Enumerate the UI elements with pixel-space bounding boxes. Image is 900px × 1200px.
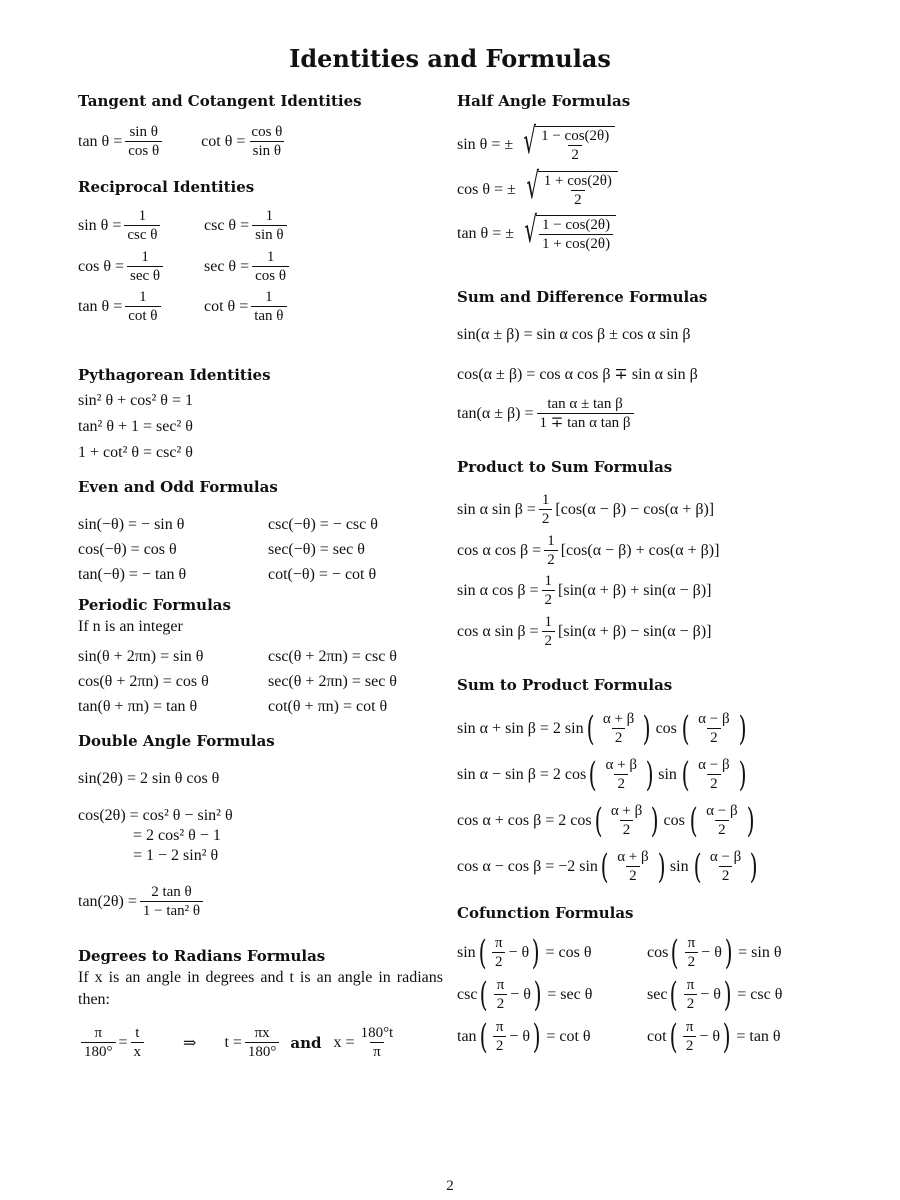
denominator: cos θ	[252, 266, 289, 285]
left-paren-icon: (	[669, 1017, 678, 1057]
formula-rhs: = csc θ	[737, 986, 783, 1003]
formula-rhs: [sin(α + β) + sin(α − β)]	[558, 582, 712, 600]
left-paren-icon: (	[480, 975, 489, 1015]
right-paren-icon: )	[724, 933, 733, 973]
left-paren-icon: (	[693, 847, 702, 887]
fraction	[538, 128, 612, 165]
formula: sin(α ± β) = sin α cos β ± cos α sin β	[457, 326, 691, 343]
numerator: 1	[138, 208, 147, 224]
radicand	[538, 171, 618, 210]
formula	[457, 533, 857, 570]
formula	[457, 932, 647, 974]
numerator: 1	[266, 248, 275, 265]
denominator: 2	[620, 820, 634, 839]
and-word: and	[290, 1034, 322, 1053]
numerator: α + β	[610, 802, 643, 819]
left-paren-icon: (	[594, 801, 603, 841]
formula	[78, 289, 204, 326]
formula-rhs: = tan θ	[736, 1028, 781, 1045]
section-heading: Cofunction Formulas	[457, 904, 634, 922]
cofunction-section	[457, 902, 857, 1058]
formula-function: sin	[669, 858, 689, 875]
section-heading: Reciprocal Identities	[78, 178, 255, 196]
formula-function: cos	[647, 944, 669, 961]
right-paren-icon: )	[645, 755, 654, 795]
formula: tan(θ + πn) = tan θ	[78, 698, 198, 715]
numerator: α − β	[709, 848, 742, 865]
deg-rad-intro: If x is an angle in degrees and t is an angle in radians then:	[78, 969, 443, 1008]
fraction	[703, 803, 740, 840]
sum-difference-section	[457, 286, 857, 456]
formula: cot(−θ) = − cot θ	[268, 566, 377, 583]
formula-term: − θ	[700, 986, 721, 1003]
degrees-radians-section	[78, 945, 448, 1062]
numerator: π	[685, 1018, 694, 1035]
formula-rhs: = sec θ	[547, 986, 593, 1003]
formula	[78, 249, 204, 286]
formula: sin(−θ) = − sin θ	[78, 516, 185, 533]
formula: tan² θ + 1 = sec² θ	[78, 418, 193, 435]
formula-rhs: [cos(α − β) − cos(α + β)]	[555, 501, 715, 519]
formula: csc(−θ) = − csc θ	[268, 516, 378, 533]
formula-lhs: tan(α ± β) =	[457, 405, 534, 423]
left-paren-icon: (	[689, 801, 698, 841]
numerator: 1	[547, 532, 555, 549]
formula	[457, 614, 857, 651]
denominator: 2	[612, 728, 626, 747]
fraction	[600, 711, 637, 748]
formula-lhs: tan θ = ±	[457, 225, 515, 243]
square-root	[514, 210, 616, 254]
sum-product-section	[457, 674, 857, 902]
numerator: 1	[541, 492, 550, 508]
formula: csc(θ + 2πn) = csc θ	[268, 648, 397, 665]
numerator: 1 − cos(2θ)	[541, 217, 611, 233]
formula-rhs: = cot θ	[546, 1028, 591, 1045]
formula-lhs: cos α − cos β = −2 sin	[457, 858, 598, 875]
fraction	[492, 935, 506, 972]
denominator: 2	[715, 820, 729, 839]
formula	[457, 752, 857, 798]
cos-double-formula	[78, 806, 448, 866]
formula-function: sec	[647, 986, 668, 1003]
formula	[457, 974, 647, 1016]
section-heading: Double Angle Formulas	[78, 732, 275, 750]
formula	[457, 121, 857, 165]
denominator: 2	[544, 550, 558, 569]
formula: cos(α ± β) = cos α cos β ∓ sin α sin β	[457, 366, 698, 383]
right-paren-icon: )	[746, 801, 755, 841]
formula	[457, 798, 857, 844]
fraction	[539, 492, 553, 529]
fraction	[542, 614, 556, 651]
periodic-intro: If n is an integer	[78, 618, 183, 635]
fraction: $\frac{\text{tan α ± tan β}}{\text{1 ∓ tan α tan β}}$	[537, 396, 634, 433]
section-heading: Pythagorean Identities	[78, 366, 271, 384]
formula-rhs: [sin(α + β) − sin(α − β)]	[558, 622, 712, 640]
numerator: α − β	[698, 710, 730, 727]
left-paren-icon: (	[681, 709, 690, 749]
formula-line: = 2 cos² θ − 1	[133, 827, 221, 844]
formula-lhs: t =	[224, 1034, 242, 1052]
fraction	[603, 757, 640, 794]
formula-function: sin	[457, 944, 476, 961]
radical-icon: √	[524, 210, 537, 251]
fraction	[252, 249, 289, 286]
right-paren-icon: )	[642, 709, 651, 749]
right-paren-icon: )	[650, 801, 659, 841]
denominator: 2	[568, 145, 582, 164]
numerator: π	[686, 976, 695, 993]
right-paren-icon: )	[722, 1017, 731, 1057]
formula-term: − θ	[699, 1028, 721, 1045]
fraction	[684, 977, 698, 1014]
left-paren-icon: (	[681, 755, 690, 795]
formula-rhs: = cos θ	[545, 944, 592, 961]
numerator: α − β	[706, 802, 738, 819]
formula-function: csc	[457, 986, 478, 1003]
formula: cos(θ + 2πn) = cos θ	[78, 673, 209, 690]
formula-lhs: tan(2θ) =	[78, 893, 137, 911]
section-heading: Half Angle Formulas	[457, 92, 631, 110]
formula: cot(θ + πn) = cot θ	[268, 698, 388, 715]
formula-lhs: sin α − sin β = 2 cos	[457, 766, 587, 783]
square-root	[516, 165, 618, 210]
left-paren-icon: (	[670, 933, 679, 973]
formula-line: cos(2θ) = cos² θ − sin² θ	[78, 807, 233, 824]
formula	[647, 974, 847, 1016]
formula: sec(−θ) = sec θ	[268, 541, 365, 558]
denominator: 2	[719, 866, 733, 885]
denominator: csc θ	[124, 225, 160, 244]
formula	[647, 932, 847, 974]
formula: tan(−θ) = − tan θ	[78, 566, 187, 583]
fraction	[494, 977, 508, 1014]
page-title: Identities and Formulas	[289, 44, 611, 73]
formula-function: tan	[457, 1028, 477, 1045]
radicand	[535, 126, 615, 165]
formula-lhs: cos θ = ±	[457, 180, 516, 198]
numerator: π	[687, 934, 696, 951]
radical-icon: √	[526, 165, 539, 207]
formula-lhs: tan θ =	[78, 298, 123, 316]
reciprocal-section	[78, 176, 448, 364]
left-column	[78, 90, 448, 1062]
numerator: 1	[265, 208, 274, 224]
formula-lhs: x =	[333, 1034, 355, 1052]
implies-arrow-icon: ⇒	[183, 1035, 197, 1053]
denominator: 2	[685, 952, 699, 971]
numerator: 1	[544, 573, 553, 589]
formula-lhs: cos α cos β =	[457, 541, 542, 559]
formula	[457, 844, 857, 890]
fraction	[542, 573, 556, 610]
numerator: 1	[544, 613, 553, 630]
left-paren-icon: (	[478, 933, 487, 973]
formula-function: sin	[658, 766, 677, 783]
left-paren-icon: (	[479, 1017, 488, 1057]
left-paren-icon: (	[588, 755, 597, 795]
fraction	[707, 849, 744, 886]
even-odd-section	[78, 476, 448, 594]
radicand	[536, 215, 616, 254]
denominator: tan θ	[251, 306, 286, 325]
fraction	[251, 289, 286, 326]
formula-term: − θ	[510, 986, 531, 1003]
right-column	[457, 90, 857, 1058]
formula-function: cos	[663, 812, 685, 829]
formula	[457, 210, 857, 254]
right-paren-icon: )	[533, 975, 542, 1015]
left-paren-icon: (	[670, 975, 679, 1015]
denominator: 2	[707, 728, 721, 747]
numerator: α + β	[617, 848, 649, 865]
formula: 1 + cot² θ = csc² θ	[78, 444, 193, 461]
denominator: sin θ	[252, 225, 286, 244]
denominator: 2	[571, 190, 585, 209]
section-heading: Tangent and Cotangent Identities	[78, 92, 362, 110]
formula	[457, 706, 857, 752]
formula-lhs: cot θ =	[204, 298, 249, 316]
formula-lhs: csc θ =	[204, 217, 250, 235]
double-angle-section	[78, 730, 448, 945]
denominator: 2	[494, 994, 508, 1013]
fraction	[608, 803, 645, 840]
formula	[457, 573, 857, 610]
section-heading: Degrees to Radians Formulas	[78, 947, 326, 965]
fraction: $\frac{180^\circ t}{\pi}$	[360, 1025, 394, 1061]
periodic-section	[78, 594, 448, 730]
denominator: 1 + cos(2θ)	[539, 234, 613, 253]
right-paren-icon: )	[738, 709, 747, 749]
formula-line: = 1 − 2 sin² θ	[133, 847, 219, 864]
formula	[78, 208, 204, 245]
formula-rhs: = sin θ	[738, 944, 782, 961]
formula-lhs: sin α + sin β = 2 sin	[457, 720, 584, 737]
tangent-cotangent-section	[78, 90, 448, 176]
fraction	[695, 757, 732, 794]
fraction	[252, 208, 286, 245]
right-paren-icon: )	[531, 933, 540, 973]
formula-term: − θ	[508, 944, 530, 961]
fraction: $\frac{\text{cos θ}}{\text{sin θ}}$	[251, 124, 283, 160]
fraction	[683, 1019, 697, 1056]
formula	[78, 884, 448, 921]
numerator: α + β	[602, 710, 635, 727]
denominator: 2	[707, 774, 721, 793]
formula-lhs: sin θ = ±	[457, 136, 514, 154]
formula	[204, 289, 364, 326]
fraction	[539, 217, 613, 254]
formula-lhs: cot θ =	[201, 133, 246, 151]
numerator: α − β	[698, 756, 730, 773]
numerator: π	[494, 934, 503, 951]
radical-icon: √	[523, 121, 537, 162]
right-paren-icon: )	[657, 847, 666, 887]
fraction	[127, 249, 163, 286]
numerator: π	[495, 1018, 504, 1035]
formula	[78, 124, 448, 161]
fraction: $\frac{\pi}{180^\circ}$	[81, 1025, 116, 1062]
formula	[204, 249, 364, 286]
section-heading: Even and Odd Formulas	[78, 478, 278, 496]
fraction: $\frac{\pi x}{180^\circ}$	[245, 1025, 280, 1062]
formula: sin² θ + cos² θ = 1	[78, 392, 193, 409]
formula-term: − θ	[701, 944, 722, 961]
denominator: 2	[539, 509, 553, 528]
formula	[457, 396, 857, 433]
section-heading: Sum to Product Formulas	[457, 676, 673, 694]
formula: sin(2θ) = 2 sin θ cos θ	[78, 770, 220, 787]
formula: sec(θ + 2πn) = sec θ	[268, 673, 397, 690]
square-root	[513, 121, 615, 165]
right-paren-icon: )	[738, 755, 747, 795]
fraction	[685, 935, 699, 972]
formula-lhs: cos α sin β =	[457, 622, 539, 640]
formula-function: cos	[655, 720, 677, 737]
formula: cos(−θ) = cos θ	[78, 541, 177, 558]
section-heading: Product to Sum Formulas	[457, 458, 673, 476]
formula	[78, 1025, 448, 1062]
pythagorean-section	[78, 364, 448, 476]
fraction	[124, 208, 160, 245]
fraction: $\frac{\text{sin θ}}{\text{cos θ}}$	[125, 124, 162, 161]
formula-function: cot	[647, 1028, 667, 1045]
numerator: 1	[265, 289, 273, 305]
formula	[457, 492, 857, 529]
formula	[457, 165, 857, 210]
page-number: 2	[446, 1178, 454, 1194]
formula-lhs: tan θ =	[78, 133, 123, 151]
left-paren-icon: (	[600, 847, 609, 887]
denominator: 2	[614, 774, 628, 793]
right-paren-icon: )	[532, 1017, 541, 1057]
numerator: α + β	[605, 756, 637, 773]
formula-term: − θ	[509, 1028, 531, 1045]
right-paren-icon: )	[749, 847, 758, 887]
denominator: 2	[542, 590, 556, 609]
denominator: 2	[683, 1036, 697, 1055]
fraction	[125, 289, 160, 326]
fraction	[695, 711, 732, 748]
fraction: $\frac{\text{2 tan θ}}{\text{1 − tan² θ}}$	[140, 884, 203, 921]
fraction	[541, 173, 615, 210]
fraction	[614, 849, 651, 886]
section-heading: Periodic Formulas	[78, 596, 231, 614]
denominator: 2	[493, 1036, 507, 1055]
section-heading: Sum and Difference Formulas	[457, 288, 708, 306]
denominator: 2	[626, 866, 640, 885]
denominator: cot θ	[125, 306, 160, 325]
formula-rhs: [cos(α − β) + cos(α + β)]	[560, 541, 720, 559]
numerator: π	[496, 976, 505, 993]
formula	[204, 208, 364, 245]
fraction	[544, 533, 558, 570]
numerator: 1	[141, 248, 149, 265]
formula-lhs: sec θ =	[204, 257, 250, 275]
half-angle-section	[457, 90, 857, 286]
denominator: 2	[492, 952, 506, 971]
product-sum-section	[457, 456, 857, 674]
formula-lhs: sin α cos β =	[457, 582, 539, 600]
formula	[457, 1016, 647, 1058]
numerator: 1 − cos(2θ)	[541, 128, 610, 144]
formula: sin(θ + 2πn) = sin θ	[78, 648, 204, 665]
denominator: sec θ	[127, 266, 163, 285]
numerator: 1	[139, 289, 147, 305]
fraction	[493, 1019, 507, 1056]
numerator: 1 + cos(2θ)	[543, 172, 612, 189]
denominator: 2	[684, 994, 698, 1013]
denominator: 2	[542, 631, 556, 650]
right-paren-icon: )	[723, 975, 732, 1015]
fraction: $\frac{t}{x}$	[131, 1025, 145, 1062]
formula-lhs: sin α sin β =	[457, 501, 536, 519]
left-paren-icon: (	[586, 709, 595, 749]
formula	[647, 1016, 847, 1058]
formula-lhs: cos α + cos β = 2 cos	[457, 812, 592, 829]
equals: =	[118, 1034, 128, 1052]
formula-lhs: sin θ =	[78, 217, 122, 235]
formula-lhs: cos θ =	[78, 257, 125, 275]
